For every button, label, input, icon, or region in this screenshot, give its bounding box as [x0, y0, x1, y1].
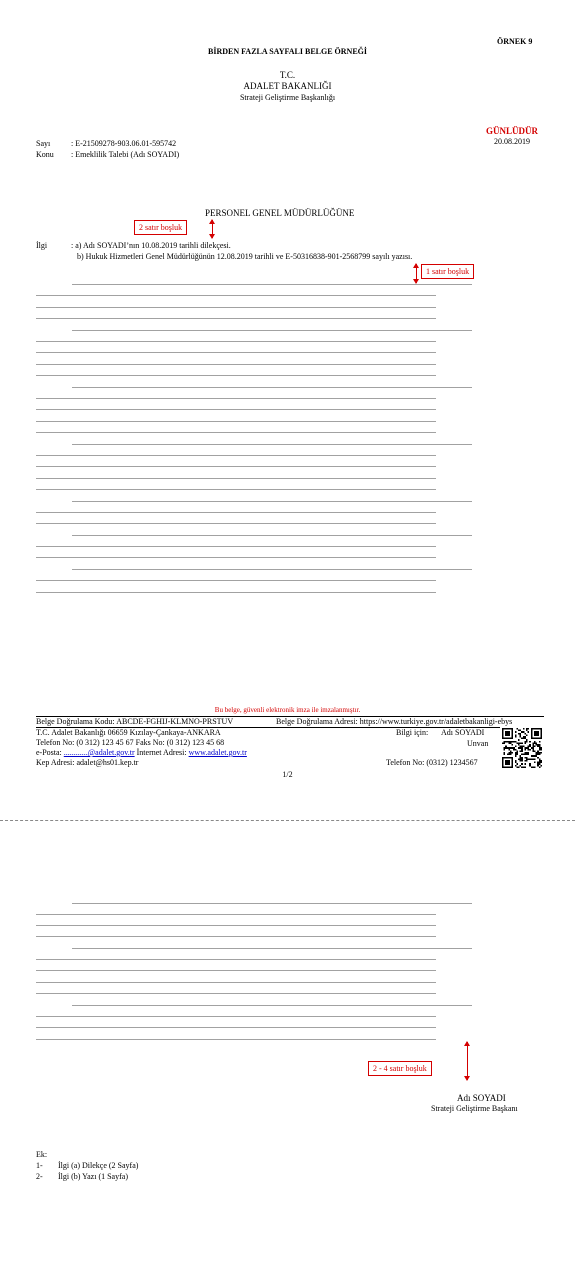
dotted-line: ........................................................................................................................................................................................................ [36, 506, 436, 515]
header-ministry: ADALET BAKANLIĞI [243, 81, 332, 91]
dotted-line: ........................................................................................................................................................................................................ [36, 415, 436, 424]
dotted-line: ........................................................................................................................................................................................................ [72, 495, 472, 504]
annotation-2-satir-bosluk: 2 satır boşluk [134, 220, 187, 235]
footer-contact [36, 748, 247, 757]
verification-code: Belge Doğrulama Kodu: ABCDE-FGHIJ-KLMNO-PRSTUV [36, 717, 234, 726]
dotted-line: ........................................................................................................................................................................................................ [36, 369, 436, 378]
annotation-2-4-satir-bosluk: 2 - 4 satır boşluk [368, 1061, 432, 1076]
sayi-value: : E-21509278-903.06.01-595742 [71, 139, 177, 148]
dotted-line: ........................................................................................................................................................................................................ [36, 449, 436, 458]
page-number: 1/2 [282, 770, 293, 779]
dotted-line: ........................................................................................................................................................................................................ [36, 919, 436, 928]
ilgi-label: İlgi [36, 241, 48, 250]
page-separator [0, 820, 575, 821]
dotted-line: ........................................................................................................................................................................................................ [36, 540, 436, 549]
dotted-line: ........................................................................................................................................................................................................ [72, 278, 472, 287]
dotted-line: ........................................................................................................................................................................................................ [36, 953, 436, 962]
sayi-label: Sayı [36, 139, 51, 148]
dotted-line: ........................................................................................................................................................................................................ [36, 301, 436, 310]
dotted-line: ........................................................................................................................................................................................................ [36, 460, 436, 469]
bilgi-name: Adı SOYADI [441, 728, 485, 737]
annotation-1-satir-bosluk: 1 satır boşluk [421, 264, 474, 279]
dotted-line: ........................................................................................................................................................................................................ [36, 517, 436, 526]
signer-title: Strateji Geliştirme Başkanı [431, 1104, 518, 1113]
dotted-line: ........................................................................................................................................................................................................ [36, 346, 436, 355]
recipient: PERSONEL GENEL MÜDÜRLÜĞÜNE [205, 208, 355, 218]
example-label: ÖRNEK 9 [497, 37, 533, 46]
dotted-line: ........................................................................................................................................................................................................ [72, 999, 472, 1008]
dotted-line: ........................................................................................................................................................................................................ [36, 403, 436, 412]
annotation-arrow-icon [467, 1042, 468, 1080]
e-signature-note: Bu belge, güvenli elektronik imza ile imzalanmıştır. [214, 706, 361, 714]
bilgi-label: Bilgi için: [396, 728, 429, 737]
ilgi-a: : a) Adı SOYADI’nın 10.08.2019 tarihli dilekçesi. [71, 241, 231, 250]
dotted-line: ........................................................................................................................................................................................................ [72, 324, 472, 333]
attachment-item-1 [36, 1161, 138, 1170]
attachment-item-2 [36, 1172, 128, 1181]
bilgi-phone: Telefon No: (0312) 1234567 [386, 758, 478, 767]
verification-address: Belge Doğrulama Adresi: https://www.turkiye.gov.tr/adaletbakanligi-ebys [276, 717, 513, 726]
dotted-line: ........................................................................................................................................................................................................ [36, 312, 436, 321]
dotted-line: ........................................................................................................................................................................................................ [36, 574, 436, 583]
annotation-arrow-icon [212, 220, 213, 238]
dotted-line: ........................................................................................................................................................................................................ [72, 529, 472, 538]
header-department: Strateji Geliştirme Başkanlığı [239, 93, 336, 102]
signer-name: Adı SOYADI [457, 1093, 506, 1103]
attachment-text: İlgi (a) Dilekçe (2 Sayfa) [58, 1161, 139, 1170]
dotted-line: ........................................................................................................................................................................................................ [36, 472, 436, 481]
bilgi-title: Unvan [467, 739, 489, 748]
dotted-line: ........................................................................................................................................................................................................ [36, 335, 436, 344]
footer-address: T.C. Adalet Bakanlığı 06659 Kızılay-Çankaya-ANKARA [36, 728, 221, 737]
dotted-line: ........................................................................................................................................................................................................ [72, 897, 472, 906]
dotted-line: ........................................................................................................................................................................................................ [36, 908, 436, 917]
footer-phone: Telefon No: (0 312) 123 45 67 Faks No: (0 312) 123 45 68 [36, 738, 225, 747]
dotted-line: ........................................................................................................................................................................................................ [36, 289, 436, 298]
dotted-line: ........................................................................................................................................................................................................ [36, 964, 436, 973]
attachment-text: İlgi (b) Yazı (1 Sayfa) [58, 1172, 128, 1181]
dotted-line: ........................................................................................................................................................................................................ [36, 358, 436, 367]
attachment-number: 2- [36, 1172, 43, 1181]
dotted-line: ........................................................................................................................................................................................................ [36, 483, 436, 492]
attachment-number: 1- [36, 1161, 43, 1170]
eposta-link[interactable]: ............@adalet.gov.tr [63, 748, 135, 757]
document-main-title: BİRDEN FAZLA SAYFALI BELGE ÖRNEĞİ [208, 47, 367, 56]
header-tc: T.C. [279, 70, 296, 80]
konu-value: : Emeklilik Talebi (Adı SOYADI) [71, 150, 180, 159]
eposta-label: e-Posta: [36, 748, 64, 757]
website-link[interactable]: www.adalet.gov.tr [188, 748, 247, 757]
document-date: 20.08.2019 [494, 137, 530, 146]
dotted-line: ........................................................................................................................................................................................................ [72, 438, 472, 447]
dotted-line: ........................................................................................................................................................................................................ [36, 1021, 436, 1030]
dotted-line: ........................................................................................................................................................................................................ [36, 1033, 436, 1042]
kep-address: Kep Adresi: adalet@hs01.kep.tr [36, 758, 139, 767]
dotted-line: ........................................................................................................................................................................................................ [36, 586, 436, 595]
dotted-line: ........................................................................................................................................................................................................ [36, 1010, 436, 1019]
dotted-line: ........................................................................................................................................................................................................ [36, 426, 436, 435]
ilgi-b: b) Hukuk Hizmetleri Genel Müdürlüğünün 12.08.2019 tarihli ve E-50316838-901-2568799 sayılı yazısı. [77, 252, 413, 261]
dotted-line: ........................................................................................................................................................................................................ [36, 930, 436, 939]
dotted-line: ........................................................................................................................................................................................................ [36, 987, 436, 996]
konu-label: Konu [36, 150, 54, 159]
dotted-line: ........................................................................................................................................................................................................ [72, 563, 472, 572]
dotted-line: ........................................................................................................................................................................................................ [36, 976, 436, 985]
dotted-line: ........................................................................................................................................................................................................ [36, 551, 436, 560]
attachments-label: Ek: [36, 1150, 48, 1159]
urgency-label: GÜNLÜDÜR [486, 126, 539, 136]
dotted-line: ........................................................................................................................................................................................................ [72, 942, 472, 951]
dotted-line: ........................................................................................................................................................................................................ [36, 392, 436, 401]
internet-label: İnternet Adresi: [134, 748, 189, 757]
qr-code-icon [502, 728, 542, 768]
dotted-line: ........................................................................................................................................................................................................ [72, 381, 472, 390]
